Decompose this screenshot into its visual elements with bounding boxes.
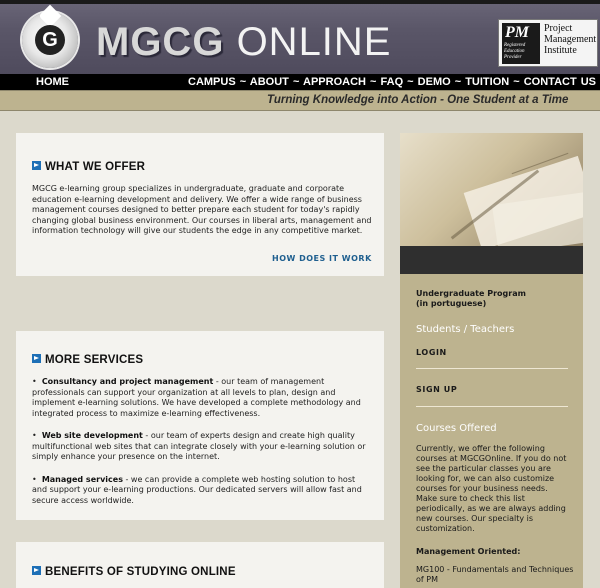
service-item: • Managed services - we can provide a complete web hosting solution to host and support your e-learning productions. Our dedicated servers will allow fast and secure access worldwide. (32, 474, 362, 505)
nav-links[interactable]: CAMPUS ~ ABOUT ~ APPROACH ~ FAQ ~ DEMO ~ TUITION ~ CONTACT US (188, 76, 597, 88)
service-desc: - we can provide a complete web hosting solution to host and support your e-learning productions. Our dedicated servers will allow fast and secure access worldwide. (32, 474, 362, 505)
services-title: MORE SERVICES (45, 354, 144, 366)
nav-home-link[interactable]: HOME (36, 76, 69, 88)
login-link[interactable]: LOGIN (416, 348, 447, 357)
sidebar-divider (416, 368, 568, 369)
sidebar (400, 133, 583, 588)
benefits-panel (16, 542, 384, 588)
tagline-bar (0, 90, 600, 111)
brand-title[interactable] (96, 20, 392, 64)
pmi-name: Project Management Institute (544, 23, 597, 56)
service-desc: - our team of experts design and create high quality multifunctional web sites that can integrate closely with your e-learning solution or simply enhance your presence on the internet. (32, 431, 366, 461)
arrow-right-icon (32, 161, 41, 170)
how-does-it-work-link[interactable]: HOW DOES IT WORK (272, 254, 372, 263)
sidebar-dark-band (400, 246, 583, 274)
site-header (0, 0, 600, 74)
service-name: Managed services (41, 474, 123, 484)
undergrad-link-sub[interactable]: (in portuguese) (416, 299, 487, 308)
students-teachers-heading: Students / Teachers (416, 324, 515, 335)
tagline-text: Turning Knowledge into Action - One Student at a Time (267, 94, 569, 106)
services-list (32, 377, 372, 518)
management-oriented-heading: Management Oriented: (416, 547, 521, 556)
arrow-right-icon (32, 566, 41, 575)
offer-title: WHAT WE OFFER (45, 161, 146, 173)
mgcg-logo-icon[interactable] (22, 12, 78, 68)
offer-body: MGCG e-learning group specializes in undergraduate, graduate and corporate education e-learning development and delivery. We offer a wide range of business management courses designed to better prepare each student for today's rapidly changing global business environment. Our courses in liberal arts, management and information technology will give our students the edge in any competitive market. (32, 184, 372, 235)
pmi-mark-sub: Registered Education Provider (504, 43, 526, 60)
service-item: • Consultancy and project management - our team of management professionals can support your organization at all levels to plan, design and implement e-learning solutions. We have developed a complete methodology and integrated process to maximize e-learning effectiveness. (32, 377, 361, 418)
main-nav (0, 74, 600, 90)
pmi-logo-icon (502, 23, 540, 64)
logo-letter: G (35, 25, 65, 55)
course-link[interactable]: MG100 - Fundamentals and Techniques of PM (416, 565, 574, 584)
pmi-mark: PM (505, 24, 529, 41)
brand-light: ONLINE (236, 20, 392, 64)
courses-offered-heading: Courses Offered (416, 423, 497, 434)
signup-link[interactable]: SIGN UP (416, 385, 458, 394)
courses-description: Currently, we offer the following courses at MGCGOnline. If you do not see the particular classes you are looking for, we can also customize courses for your business needs. Make sure to check this list periodically, as we are always adding new courses. Our specialty is customization. (416, 444, 567, 533)
more-services-panel (16, 331, 384, 520)
service-item: • Web site development - our team of experts design and create high quality multifunctional web sites that can integrate closely with your e-learning solution or simply enhance your presence on the internet. (32, 431, 366, 461)
benefits-title: BENEFITS OF STUDYING ONLINE (45, 566, 236, 578)
logo-tip (39, 5, 62, 28)
what-we-offer-panel (16, 133, 384, 276)
service-name: Consultancy and project management (41, 377, 214, 386)
header-top-line (0, 0, 600, 4)
undergrad-link[interactable]: Undergraduate Program (416, 289, 526, 298)
books-pen-image (400, 133, 583, 246)
arrow-right-icon (32, 354, 41, 363)
service-desc: - our team of management professionals can support your organization at all levels to plan, design and implement e-learning solutions. We have developed a complete methodology and integrated process to maximize e-learning effectiveness. (32, 377, 361, 418)
services-heading (32, 354, 143, 366)
pmi-badge[interactable] (498, 19, 598, 67)
service-name: Web site development (41, 431, 143, 440)
offer-heading (32, 161, 145, 173)
brand-bold: MGCG (96, 20, 225, 64)
benefits-heading (32, 566, 236, 578)
sidebar-divider (416, 406, 568, 407)
